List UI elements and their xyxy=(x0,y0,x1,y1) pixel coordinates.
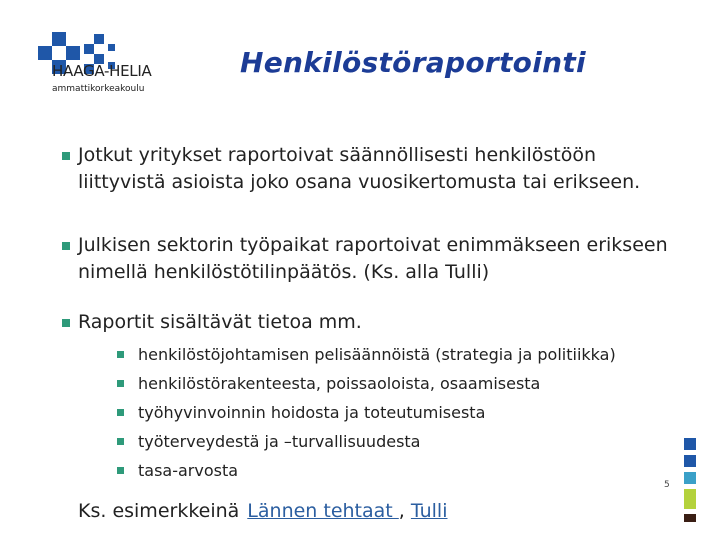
logo-square xyxy=(52,32,66,46)
logo-subtitle: ammattikorkeakoulu xyxy=(52,84,145,94)
page-number: 5 xyxy=(664,480,670,490)
sub-bullet-text: henkilöstöjohtamisen pelisäännöistä (strategia ja politiikka) xyxy=(138,345,616,364)
sub-bullet-list xyxy=(138,340,678,485)
sub-bullet-text: työterveydestä ja –turvallisuudesta xyxy=(138,432,421,451)
logo-square xyxy=(84,44,94,54)
logo-square xyxy=(66,46,80,60)
examples-line xyxy=(78,500,448,522)
slide-title: Henkilöstöraportointi xyxy=(240,46,586,79)
bullet-marker xyxy=(62,319,70,327)
bullet-marker xyxy=(117,380,124,387)
bullet-item xyxy=(78,142,678,196)
examples-prefix: Ks. esimerkkeinä xyxy=(78,500,240,522)
bullet-marker xyxy=(62,152,70,160)
sub-bullet-text: tasa-arvosta xyxy=(138,461,239,480)
strip-square xyxy=(684,455,696,467)
bullet-item xyxy=(78,309,678,336)
bullet-marker xyxy=(62,242,70,250)
bullet-text: Jotkut yritykset raportoivat säännöllisesti henkilöstöön liittyvistä asioista joko osana vuosikertomusta tai erikseen. xyxy=(78,144,641,193)
side-color-strip xyxy=(684,438,696,527)
bullet-marker xyxy=(117,351,124,358)
sub-bullet-item xyxy=(138,398,678,427)
link-separator: , xyxy=(398,500,405,522)
bullet-item xyxy=(78,232,678,286)
sub-bullet-item xyxy=(138,340,678,369)
strip-square xyxy=(684,514,696,522)
sub-bullet-item xyxy=(138,456,678,485)
strip-square xyxy=(684,438,696,450)
strip-square xyxy=(684,489,696,509)
bullet-text: Julkisen sektorin työpaikat raportoivat enimmäkseen erikseen nimellä henkilöstötilinpäätös. (Ks. alla Tulli) xyxy=(78,234,668,283)
sub-bullet-text: työhyvinvoinnin hoidosta ja toteutumisesta xyxy=(138,403,486,422)
sub-bullet-item xyxy=(138,427,678,456)
bullet-marker xyxy=(117,438,124,445)
logo-name: HAAGA-HELIA xyxy=(52,62,152,80)
sub-bullet-item xyxy=(138,369,678,398)
bullet-text: Raportit sisältävät tietoa mm. xyxy=(78,311,362,333)
bullet-marker xyxy=(117,467,124,474)
sub-bullet-text: henkilöstörakenteesta, poissaoloista, osaamisesta xyxy=(138,374,541,393)
lannen-tehtaat-link[interactable]: Lännen tehtaat xyxy=(247,500,399,522)
logo-square xyxy=(38,46,52,60)
strip-square xyxy=(684,472,696,484)
logo-square xyxy=(108,44,115,51)
bullet-marker xyxy=(117,409,124,416)
tulli-link[interactable]: Tulli xyxy=(410,500,448,522)
logo-square xyxy=(94,34,104,44)
